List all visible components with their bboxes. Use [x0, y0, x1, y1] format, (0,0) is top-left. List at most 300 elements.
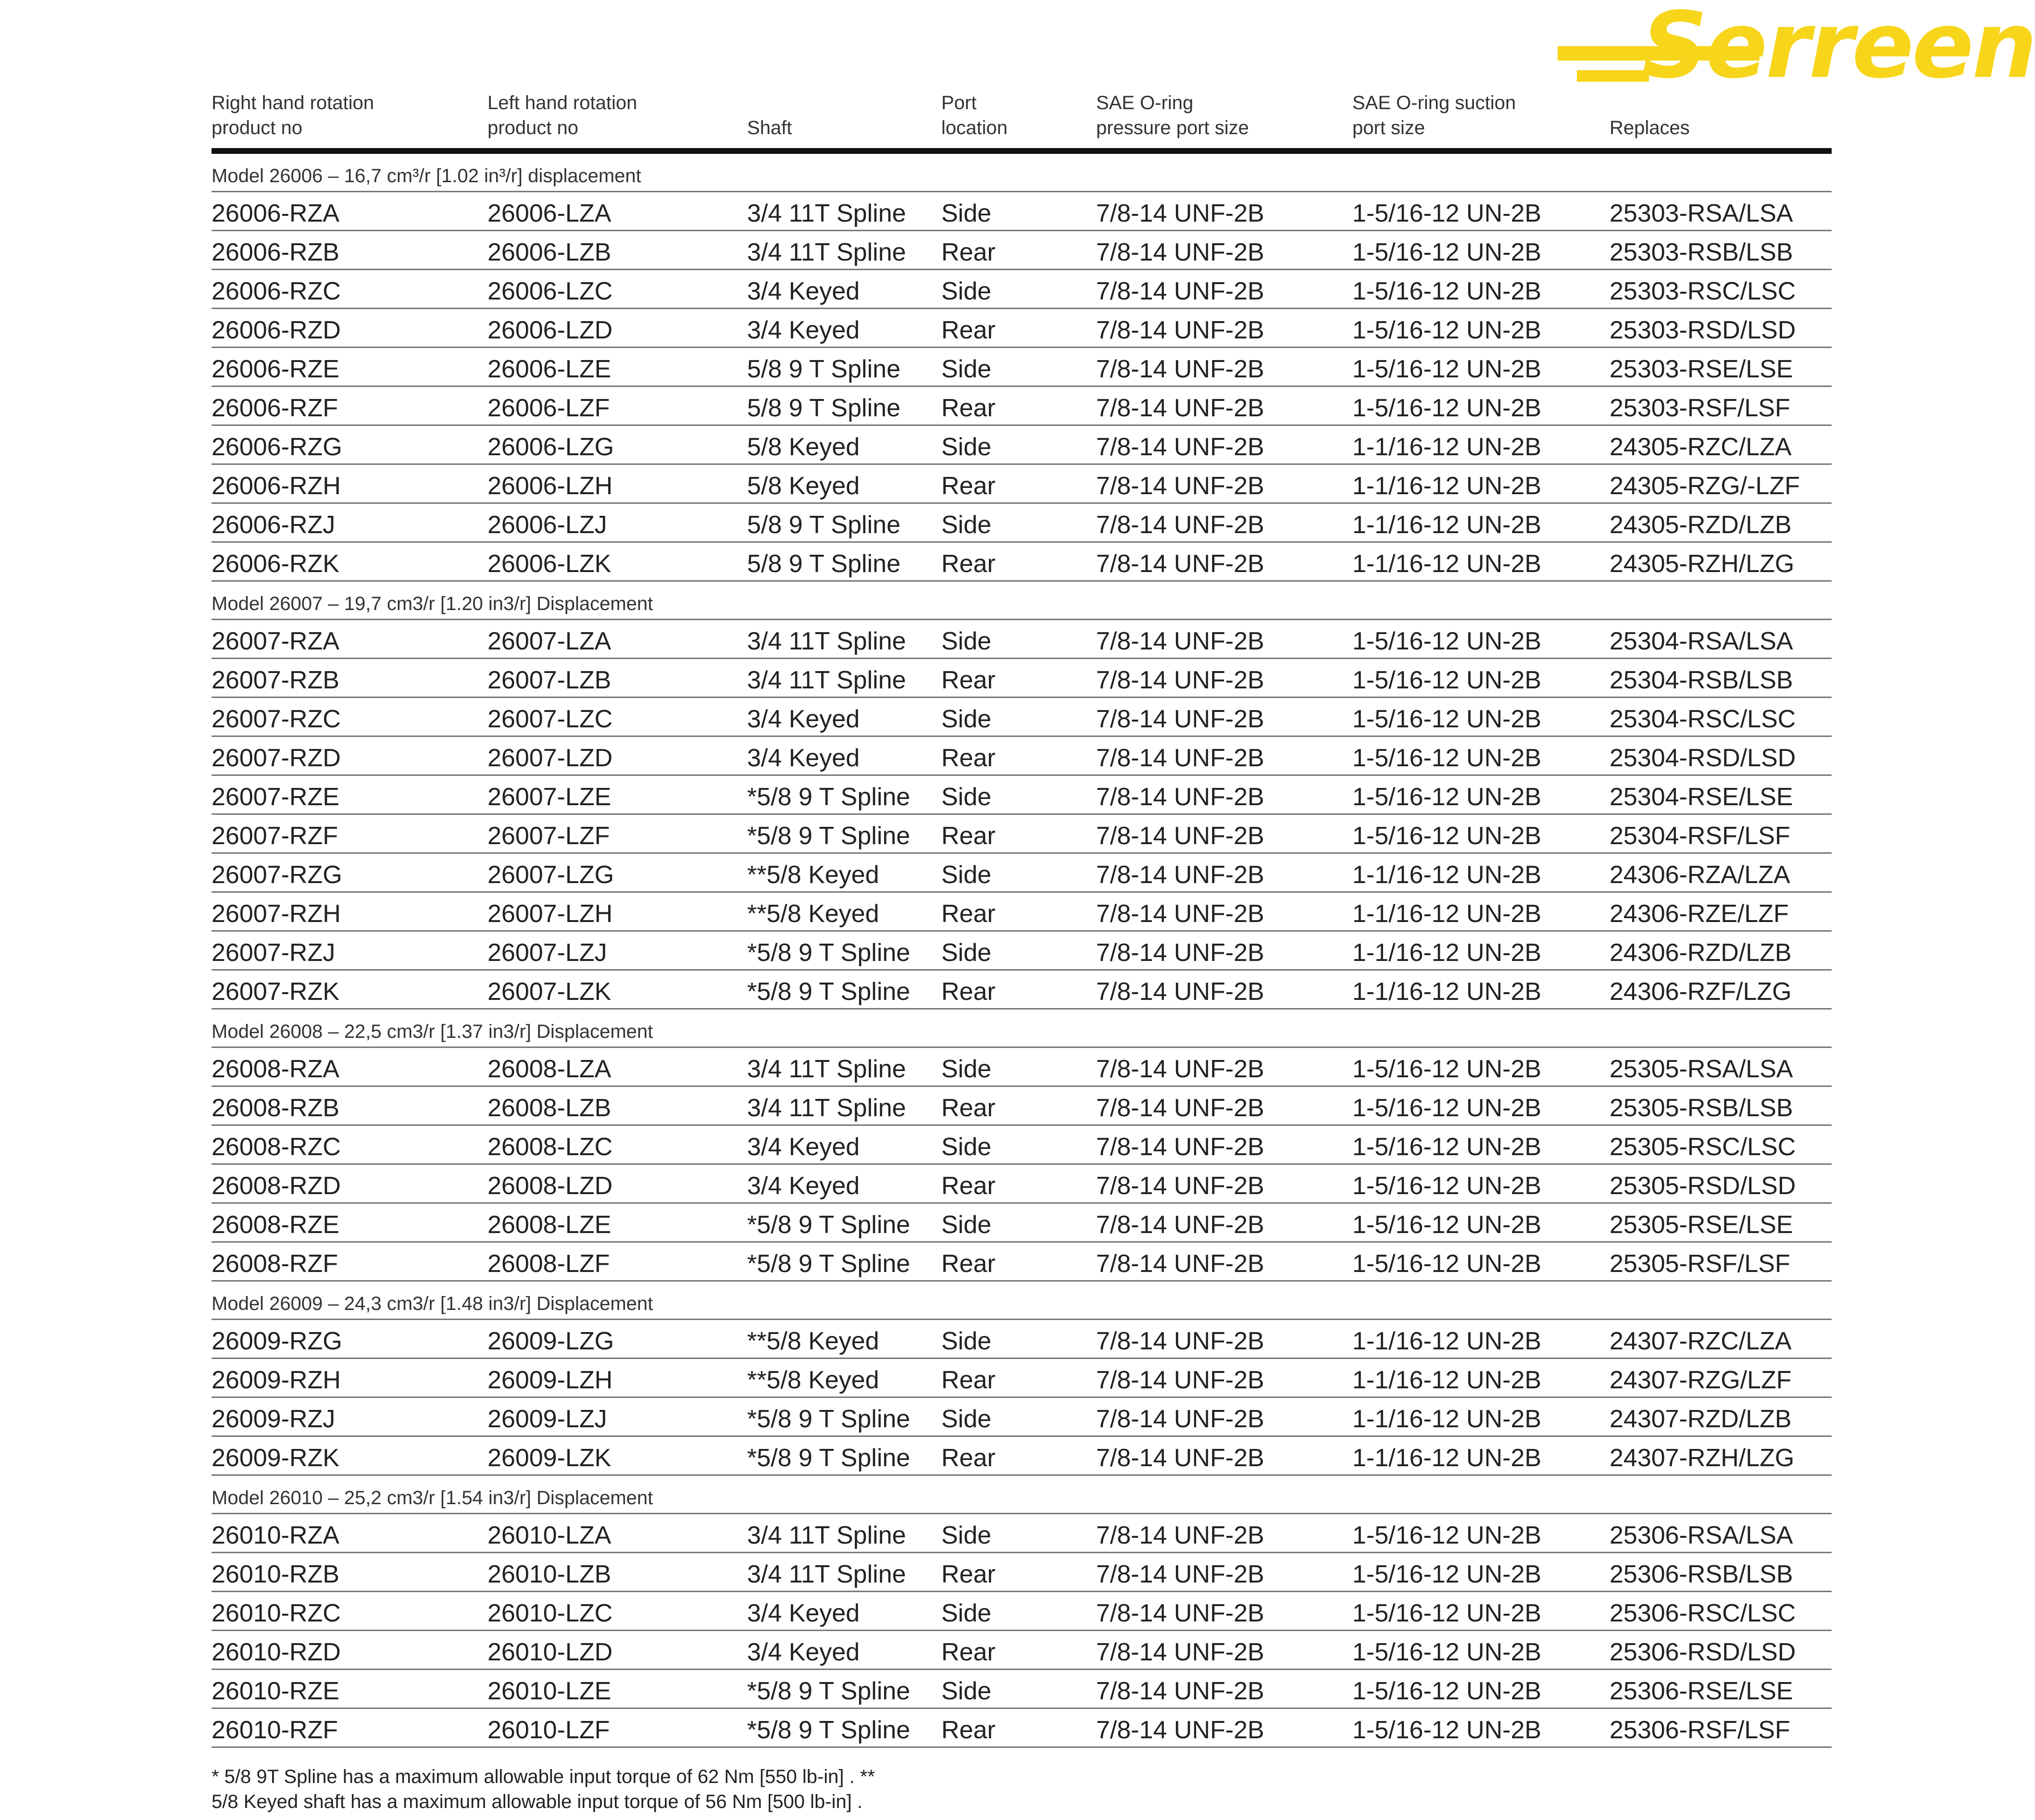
cell-left-rotation: 26010-LZF	[487, 1716, 610, 1744]
cell-left-rotation: 26010-LZA	[487, 1521, 612, 1549]
cell-replaces: 24306-RZD/LZB	[1610, 939, 1792, 967]
cell-suction-port: 1-5/16-12 UN-2B	[1352, 1560, 1542, 1588]
cell-replaces: 24306-RZF/LZG	[1610, 978, 1792, 1006]
cell-left-rotation: 26007-LZK	[487, 978, 612, 1006]
cell-replaces: 24307-RZD/LZB	[1610, 1405, 1792, 1433]
cell-shaft: 5/8 9 T Spline	[747, 550, 900, 578]
cell-shaft: *5/8 9 T Spline	[747, 978, 911, 1006]
cell-replaces: 24306-RZE/LZF	[1610, 900, 1789, 928]
cell-right-rotation: 26010-RZE	[212, 1677, 339, 1705]
cell-port-location: Side	[941, 1327, 992, 1355]
table-row	[212, 1359, 1832, 1398]
footnote-spline-torque: * 5/8 9T Spline has a maximum allowable input torque of 62 Nm [550 lb-in] . **	[212, 1766, 875, 1787]
cell-left-rotation: 26010-LZC	[487, 1599, 613, 1627]
product-table	[212, 82, 1832, 1814]
column-header-line: Replaces	[1610, 117, 1690, 138]
cell-port-location: Side	[941, 783, 992, 811]
cell-port-location: Side	[941, 1211, 992, 1239]
cell-replaces: 24305-RZG/-LZF	[1610, 472, 1800, 500]
cell-pressure-port: 7/8-14 UNF-2B	[1096, 939, 1264, 967]
cell-pressure-port: 7/8-14 UNF-2B	[1096, 316, 1264, 344]
section-header	[212, 1476, 1832, 1514]
cell-right-rotation: 26010-RZD	[212, 1638, 341, 1666]
table-row	[212, 465, 1832, 504]
cell-port-location: Side	[941, 1055, 992, 1083]
cell-replaces: 24307-RZH/LZG	[1610, 1444, 1795, 1472]
table-row	[212, 1553, 1832, 1592]
table-row	[212, 971, 1832, 1010]
cell-pressure-port: 7/8-14 UNF-2B	[1096, 1250, 1264, 1278]
table-row	[212, 620, 1832, 659]
cell-port-location: Side	[941, 1599, 992, 1627]
section-title: Model 26007 – 19,7 cm3/r [1.20 in3/r] Displacement	[212, 593, 653, 614]
cell-pressure-port: 7/8-14 UNF-2B	[1096, 238, 1264, 266]
cell-replaces: 25303-RSD/LSD	[1610, 316, 1796, 344]
table-body	[212, 154, 1832, 1748]
column-header-right-rotation	[212, 90, 374, 140]
table-row	[212, 1631, 1832, 1670]
table-row	[212, 1165, 1832, 1204]
cell-left-rotation: 26010-LZB	[487, 1560, 612, 1588]
cell-right-rotation: 26007-RZC	[212, 705, 341, 733]
cell-right-rotation: 26010-RZB	[212, 1560, 339, 1588]
cell-suction-port: 1-5/16-12 UN-2B	[1352, 666, 1542, 694]
cell-replaces: 25305-RSC/LSC	[1610, 1133, 1796, 1161]
cell-port-location: Rear	[941, 900, 996, 928]
cell-shaft: 3/4 Keyed	[747, 1172, 860, 1200]
cell-suction-port: 1-5/16-12 UN-2B	[1352, 1638, 1542, 1666]
cell-pressure-port: 7/8-14 UNF-2B	[1096, 861, 1264, 889]
cell-right-rotation: 26009-RZG	[212, 1327, 342, 1355]
cell-suction-port: 1-5/16-12 UN-2B	[1352, 1599, 1542, 1627]
cell-shaft: 3/4 Keyed	[747, 705, 860, 733]
cell-left-rotation: 26008-LZD	[487, 1172, 613, 1200]
cell-replaces: 25303-RSF/LSF	[1610, 394, 1790, 422]
cell-left-rotation: 26006-LZE	[487, 355, 612, 383]
cell-suction-port: 1-1/16-12 UN-2B	[1352, 861, 1542, 889]
cell-suction-port: 1-5/16-12 UN-2B	[1352, 1133, 1542, 1161]
cell-port-location: Side	[941, 511, 992, 539]
table-row	[212, 1087, 1832, 1126]
cell-left-rotation: 26009-LZH	[487, 1366, 613, 1394]
column-header-line: product no	[212, 117, 303, 138]
cell-pressure-port: 7/8-14 UNF-2B	[1096, 705, 1264, 733]
cell-replaces: 25304-RSE/LSE	[1610, 783, 1793, 811]
cell-suction-port: 1-5/16-12 UN-2B	[1352, 1250, 1542, 1278]
cell-replaces: 25305-RSB/LSB	[1610, 1094, 1793, 1122]
cell-replaces: 25306-RSE/LSE	[1610, 1677, 1793, 1705]
table-row	[212, 270, 1832, 309]
column-header-line: Port	[941, 92, 977, 113]
cell-left-rotation: 26008-LZE	[487, 1211, 612, 1239]
table-row	[212, 1204, 1832, 1243]
column-header-line: SAE O-ring	[1096, 92, 1194, 113]
column-header-shaft	[747, 115, 792, 140]
cell-left-rotation: 26006-LZH	[487, 472, 613, 500]
table-row	[212, 1592, 1832, 1631]
cell-pressure-port: 7/8-14 UNF-2B	[1096, 1599, 1264, 1627]
cell-shaft: 3/4 11T Spline	[747, 666, 906, 694]
cell-pressure-port: 7/8-14 UNF-2B	[1096, 1405, 1264, 1433]
cell-left-rotation: 26007-LZE	[487, 783, 612, 811]
cell-shaft: 3/4 11T Spline	[747, 1560, 906, 1588]
cell-left-rotation: 26007-LZH	[487, 900, 613, 928]
cell-left-rotation: 26007-LZC	[487, 705, 613, 733]
logo-wordmark: Serreen	[1642, 0, 2035, 99]
cell-left-rotation: 26009-LZK	[487, 1444, 612, 1472]
cell-pressure-port: 7/8-14 UNF-2B	[1096, 666, 1264, 694]
section-header	[212, 1010, 1832, 1048]
table-row	[212, 231, 1832, 270]
footnote-keyed-torque: 5/8 Keyed shaft has a maximum allowable input torque of 56 Nm [500 lb-in] .	[212, 1791, 863, 1812]
cell-replaces: 24307-RZG/LZF	[1610, 1366, 1792, 1394]
cell-right-rotation: 26007-RZA	[212, 627, 339, 655]
cell-shaft: *5/8 9 T Spline	[747, 1211, 911, 1239]
cell-replaces: 25306-RSB/LSB	[1610, 1560, 1793, 1588]
cell-left-rotation: 26006-LZB	[487, 238, 612, 266]
column-header-line: product no	[487, 117, 579, 138]
cell-suction-port: 1-5/16-12 UN-2B	[1352, 394, 1542, 422]
section-title: Model 26009 – 24,3 cm3/r [1.48 in3/r] Displacement	[212, 1293, 653, 1314]
table-row	[212, 659, 1832, 698]
cell-right-rotation: 26006-RZG	[212, 433, 342, 461]
cell-port-location: Rear	[941, 550, 996, 578]
cell-pressure-port: 7/8-14 UNF-2B	[1096, 783, 1264, 811]
cell-left-rotation: 26008-LZB	[487, 1094, 612, 1122]
cell-shaft: 5/8 9 T Spline	[747, 355, 900, 383]
cell-port-location: Rear	[941, 394, 996, 422]
cell-right-rotation: 26007-RZJ	[212, 939, 336, 967]
cell-right-rotation: 26008-RZB	[212, 1094, 339, 1122]
cell-replaces: 24305-RZD/LZB	[1610, 511, 1792, 539]
cell-right-rotation: 26007-RZE	[212, 783, 339, 811]
cell-suction-port: 1-1/16-12 UN-2B	[1352, 433, 1542, 461]
table-row	[212, 1670, 1832, 1709]
cell-suction-port: 1-5/16-12 UN-2B	[1352, 1172, 1542, 1200]
cell-left-rotation: 26007-LZJ	[487, 939, 607, 967]
cell-shaft: 3/4 11T Spline	[747, 1055, 906, 1083]
cell-left-rotation: 26007-LZF	[487, 822, 610, 850]
cell-left-rotation: 26006-LZC	[487, 277, 613, 305]
cell-pressure-port: 7/8-14 UNF-2B	[1096, 900, 1264, 928]
cell-shaft: 5/8 9 T Spline	[747, 511, 900, 539]
cell-port-location: Side	[941, 277, 992, 305]
cell-port-location: Rear	[941, 1172, 996, 1200]
cell-left-rotation: 26008-LZC	[487, 1133, 613, 1161]
column-header-suction-port	[1352, 90, 1516, 140]
column-header-replaces	[1610, 115, 1690, 140]
cell-right-rotation: 26006-RZK	[212, 550, 339, 578]
cell-replaces: 25303-RSC/LSC	[1610, 277, 1796, 305]
cell-replaces: 25304-RSC/LSC	[1610, 705, 1796, 733]
cell-left-rotation: 26007-LZB	[487, 666, 612, 694]
table-row	[212, 1243, 1832, 1282]
cell-left-rotation: 26009-LZJ	[487, 1405, 607, 1433]
cell-right-rotation: 26006-RZF	[212, 394, 338, 422]
cell-right-rotation: 26009-RZK	[212, 1444, 339, 1472]
cell-pressure-port: 7/8-14 UNF-2B	[1096, 1677, 1264, 1705]
cell-right-rotation: 26006-RZE	[212, 355, 339, 383]
cell-right-rotation: 26008-RZC	[212, 1133, 341, 1161]
cell-suction-port: 1-5/16-12 UN-2B	[1352, 1716, 1542, 1744]
cell-left-rotation: 26006-LZA	[487, 199, 612, 227]
cell-pressure-port: 7/8-14 UNF-2B	[1096, 433, 1264, 461]
table-row	[212, 932, 1832, 971]
cell-port-location: Rear	[941, 238, 996, 266]
cell-suction-port: 1-5/16-12 UN-2B	[1352, 277, 1542, 305]
cell-replaces: 25303-RSB/LSB	[1610, 238, 1793, 266]
cell-port-location: Rear	[941, 978, 996, 1006]
cell-suction-port: 1-5/16-12 UN-2B	[1352, 1055, 1542, 1083]
cell-port-location: Side	[941, 1405, 992, 1433]
cell-pressure-port: 7/8-14 UNF-2B	[1096, 1366, 1264, 1394]
cell-port-location: Rear	[941, 666, 996, 694]
cell-suction-port: 1-5/16-12 UN-2B	[1352, 355, 1542, 383]
cell-left-rotation: 26007-LZA	[487, 627, 612, 655]
cell-suction-port: 1-5/16-12 UN-2B	[1352, 316, 1542, 344]
cell-pressure-port: 7/8-14 UNF-2B	[1096, 355, 1264, 383]
cell-pressure-port: 7/8-14 UNF-2B	[1096, 1327, 1264, 1355]
cell-right-rotation: 26007-RZK	[212, 978, 339, 1006]
cell-pressure-port: 7/8-14 UNF-2B	[1096, 1521, 1264, 1549]
cell-right-rotation: 26006-RZJ	[212, 511, 336, 539]
cell-suction-port: 1-5/16-12 UN-2B	[1352, 744, 1542, 772]
cell-shaft: 3/4 11T Spline	[747, 1521, 906, 1549]
cell-pressure-port: 7/8-14 UNF-2B	[1096, 1444, 1264, 1472]
cell-pressure-port: 7/8-14 UNF-2B	[1096, 1560, 1264, 1588]
cell-suction-port: 1-5/16-12 UN-2B	[1352, 627, 1542, 655]
table-row	[212, 387, 1832, 426]
cell-suction-port: 1-1/16-12 UN-2B	[1352, 1327, 1542, 1355]
cell-right-rotation: 26010-RZA	[212, 1521, 339, 1549]
column-header-line: port size	[1352, 117, 1425, 138]
cell-left-rotation: 26006-LZJ	[487, 511, 607, 539]
cell-right-rotation: 26007-RZD	[212, 744, 341, 772]
cell-shaft: **5/8 Keyed	[747, 861, 879, 889]
column-header-line: location	[941, 117, 1008, 138]
cell-left-rotation: 26008-LZF	[487, 1250, 610, 1278]
table-row	[212, 543, 1832, 582]
cell-left-rotation: 26009-LZG	[487, 1327, 614, 1355]
cell-pressure-port: 7/8-14 UNF-2B	[1096, 744, 1264, 772]
cell-replaces: 25304-RSB/LSB	[1610, 666, 1793, 694]
cell-port-location: Rear	[941, 1250, 996, 1278]
cell-replaces: 24307-RZC/LZA	[1610, 1327, 1792, 1355]
table-row	[212, 776, 1832, 815]
cell-pressure-port: 7/8-14 UNF-2B	[1096, 627, 1264, 655]
cell-suction-port: 1-1/16-12 UN-2B	[1352, 939, 1542, 967]
section-title: Model 26008 – 22,5 cm3/r [1.37 in3/r] Displacement	[212, 1021, 653, 1042]
cell-shaft: *5/8 9 T Spline	[747, 1250, 911, 1278]
table-row	[212, 426, 1832, 465]
table-row	[212, 1398, 1832, 1437]
section-header	[212, 582, 1832, 620]
table-row	[212, 1126, 1832, 1165]
cell-suction-port: 1-1/16-12 UN-2B	[1352, 1366, 1542, 1394]
cell-port-location: Side	[941, 1521, 992, 1549]
cell-shaft: 3/4 Keyed	[747, 1638, 860, 1666]
cell-shaft: *5/8 9 T Spline	[747, 822, 911, 850]
cell-pressure-port: 7/8-14 UNF-2B	[1096, 1211, 1264, 1239]
cell-suction-port: 1-1/16-12 UN-2B	[1352, 900, 1542, 928]
cell-pressure-port: 7/8-14 UNF-2B	[1096, 1094, 1264, 1122]
cell-left-rotation: 26008-LZA	[487, 1055, 612, 1083]
cell-suction-port: 1-1/16-12 UN-2B	[1352, 472, 1542, 500]
cell-replaces: 25305-RSD/LSD	[1610, 1172, 1796, 1200]
cell-left-rotation: 26010-LZE	[487, 1677, 612, 1705]
cell-pressure-port: 7/8-14 UNF-2B	[1096, 277, 1264, 305]
cell-left-rotation: 26010-LZD	[487, 1638, 613, 1666]
column-header-left-rotation	[487, 90, 637, 140]
cell-right-rotation: 26008-RZD	[212, 1172, 341, 1200]
cell-left-rotation: 26006-LZK	[487, 550, 612, 578]
section-header	[212, 154, 1832, 192]
table-row	[212, 1048, 1832, 1087]
cell-suction-port: 1-5/16-12 UN-2B	[1352, 199, 1542, 227]
table-row	[212, 1320, 1832, 1359]
cell-right-rotation: 26007-RZB	[212, 666, 339, 694]
table-header	[212, 82, 1832, 154]
cell-pressure-port: 7/8-14 UNF-2B	[1096, 1055, 1264, 1083]
cell-port-location: Side	[941, 861, 992, 889]
cell-pressure-port: 7/8-14 UNF-2B	[1096, 394, 1264, 422]
cell-replaces: 25304-RSA/LSA	[1610, 627, 1793, 655]
cell-suction-port: 1-1/16-12 UN-2B	[1352, 978, 1542, 1006]
cell-left-rotation: 26006-LZD	[487, 316, 613, 344]
cell-suction-port: 1-5/16-12 UN-2B	[1352, 1094, 1542, 1122]
cell-shaft: *5/8 9 T Spline	[747, 783, 911, 811]
cell-shaft: **5/8 Keyed	[747, 1366, 879, 1394]
cell-right-rotation: 26006-RZA	[212, 199, 339, 227]
cell-suction-port: 1-1/16-12 UN-2B	[1352, 511, 1542, 539]
cell-shaft: 3/4 Keyed	[747, 1599, 860, 1627]
cell-pressure-port: 7/8-14 UNF-2B	[1096, 511, 1264, 539]
cell-replaces: 25305-RSF/LSF	[1610, 1250, 1790, 1278]
cell-port-location: Rear	[941, 744, 996, 772]
section-title: Model 26010 – 25,2 cm3/r [1.54 in3/r] Displacement	[212, 1487, 653, 1508]
cell-port-location: Rear	[941, 472, 996, 500]
cell-shaft: *5/8 9 T Spline	[747, 1677, 911, 1705]
section-header	[212, 1282, 1832, 1320]
table-row	[212, 815, 1832, 854]
cell-shaft: 3/4 Keyed	[747, 744, 860, 772]
cell-right-rotation: 26006-RZH	[212, 472, 341, 500]
cell-suction-port: 1-5/16-12 UN-2B	[1352, 705, 1542, 733]
table-row	[212, 893, 1832, 932]
cell-right-rotation: 26008-RZE	[212, 1211, 339, 1239]
cell-right-rotation: 26008-RZF	[212, 1250, 338, 1278]
cell-right-rotation: 26006-RZD	[212, 316, 341, 344]
cell-port-location: Rear	[941, 822, 996, 850]
cell-port-location: Rear	[941, 1716, 996, 1744]
cell-shaft: 3/4 Keyed	[747, 316, 860, 344]
cell-suction-port: 1-5/16-12 UN-2B	[1352, 1677, 1542, 1705]
cell-port-location: Side	[941, 1133, 992, 1161]
column-header-port-location	[941, 90, 1008, 140]
cell-right-rotation: 26007-RZF	[212, 822, 338, 850]
cell-shaft: *5/8 9 T Spline	[747, 939, 911, 967]
cell-shaft: 3/4 Keyed	[747, 277, 860, 305]
column-header-line: Shaft	[747, 117, 792, 138]
cell-port-location: Side	[941, 433, 992, 461]
cell-right-rotation: 26009-RZJ	[212, 1405, 336, 1433]
table-row	[212, 192, 1832, 231]
cell-suction-port: 1-5/16-12 UN-2B	[1352, 1521, 1542, 1549]
cell-right-rotation: 26007-RZH	[212, 900, 341, 928]
cell-right-rotation: 26009-RZH	[212, 1366, 341, 1394]
cell-suction-port: 1-5/16-12 UN-2B	[1352, 1211, 1542, 1239]
cell-pressure-port: 7/8-14 UNF-2B	[1096, 1133, 1264, 1161]
cell-replaces: 24305-RZC/LZA	[1610, 433, 1792, 461]
column-header-line: pressure port size	[1096, 117, 1249, 138]
cell-right-rotation: 26006-RZB	[212, 238, 339, 266]
cell-port-location: Rear	[941, 1094, 996, 1122]
cell-shaft: 3/4 11T Spline	[747, 627, 906, 655]
cell-pressure-port: 7/8-14 UNF-2B	[1096, 550, 1264, 578]
cell-port-location: Rear	[941, 1444, 996, 1472]
cell-port-location: Side	[941, 199, 992, 227]
cell-replaces: 24305-RZH/LZG	[1610, 550, 1795, 578]
cell-shaft: **5/8 Keyed	[747, 1327, 879, 1355]
cell-shaft: *5/8 9 T Spline	[747, 1444, 911, 1472]
cell-pressure-port: 7/8-14 UNF-2B	[1096, 978, 1264, 1006]
cell-right-rotation: 26008-RZA	[212, 1055, 339, 1083]
section-title: Model 26006 – 16,7 cm³/r [1.02 in³/r] displacement	[212, 165, 641, 187]
cell-suction-port: 1-1/16-12 UN-2B	[1352, 1444, 1542, 1472]
cell-port-location: Side	[941, 355, 992, 383]
cell-pressure-port: 7/8-14 UNF-2B	[1096, 472, 1264, 500]
column-header-line: SAE O-ring suction	[1352, 92, 1516, 113]
cell-suction-port: 1-5/16-12 UN-2B	[1352, 238, 1542, 266]
cell-suction-port: 1-1/16-12 UN-2B	[1352, 1405, 1542, 1433]
cell-replaces: 25303-RSE/LSE	[1610, 355, 1793, 383]
cell-right-rotation: 26007-RZG	[212, 861, 342, 889]
cell-right-rotation: 26006-RZC	[212, 277, 341, 305]
column-header-line: Right hand rotation	[212, 92, 375, 113]
footnotes	[212, 1764, 1832, 1814]
cell-replaces: 25305-RSA/LSA	[1610, 1055, 1793, 1083]
cell-pressure-port: 7/8-14 UNF-2B	[1096, 1638, 1264, 1666]
cell-suction-port: 1-5/16-12 UN-2B	[1352, 783, 1542, 811]
cell-shaft: 3/4 11T Spline	[747, 199, 906, 227]
cell-replaces: 25303-RSA/LSA	[1610, 199, 1793, 227]
column-header-line: Left hand rotation	[487, 92, 637, 113]
cell-shaft: 5/8 Keyed	[747, 433, 860, 461]
cell-replaces: 25306-RSF/LSF	[1610, 1716, 1790, 1744]
cell-port-location: Rear	[941, 1366, 996, 1394]
cell-replaces: 25304-RSF/LSF	[1610, 822, 1790, 850]
table-row	[212, 737, 1832, 776]
cell-shaft: **5/8 Keyed	[747, 900, 879, 928]
table-row	[212, 348, 1832, 387]
cell-shaft: 5/8 9 T Spline	[747, 394, 900, 422]
cell-shaft: 3/4 Keyed	[747, 1133, 860, 1161]
cell-port-location: Side	[941, 627, 992, 655]
cell-port-location: Side	[941, 1677, 992, 1705]
cell-suction-port: 1-5/16-12 UN-2B	[1352, 822, 1542, 850]
cell-pressure-port: 7/8-14 UNF-2B	[1096, 1716, 1264, 1744]
cell-right-rotation: 26010-RZC	[212, 1599, 341, 1627]
cell-port-location: Side	[941, 705, 992, 733]
cell-pressure-port: 7/8-14 UNF-2B	[1096, 822, 1264, 850]
cell-shaft: 3/4 11T Spline	[747, 238, 906, 266]
cell-left-rotation: 26006-LZG	[487, 433, 614, 461]
cell-port-location: Rear	[941, 316, 996, 344]
cell-left-rotation: 26007-LZD	[487, 744, 613, 772]
cell-replaces: 25305-RSE/LSE	[1610, 1211, 1793, 1239]
logo-stripe-short	[1577, 70, 1649, 82]
cell-replaces: 24306-RZA/LZA	[1610, 861, 1790, 889]
